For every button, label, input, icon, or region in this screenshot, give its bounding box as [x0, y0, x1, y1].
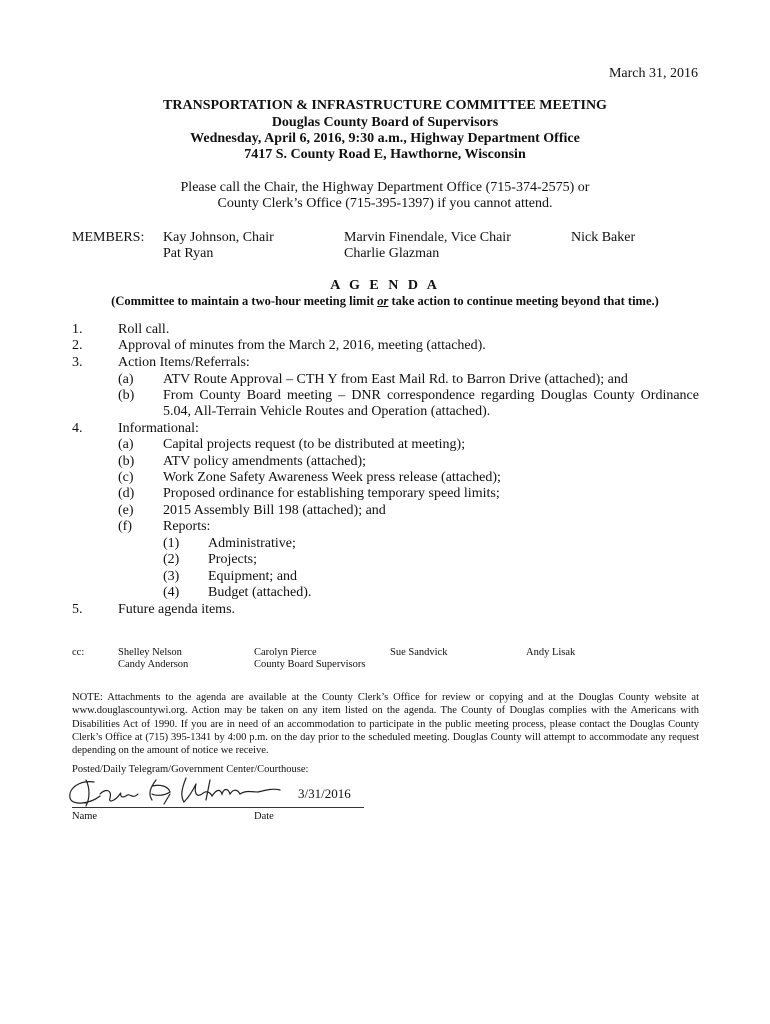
- agenda-item-number: 5.: [72, 602, 83, 617]
- member-name: Pat Ryan: [163, 246, 214, 261]
- agenda-item-number: (f): [118, 519, 132, 534]
- agenda-item-text: Work Zone Safety Awareness Week press release (attached);: [163, 470, 501, 485]
- date-label: Date: [254, 811, 274, 822]
- agenda-subtitle-part: take action to continue meeting beyond that time.): [388, 294, 659, 308]
- document-date: March 31, 2016: [608, 66, 698, 81]
- agenda-item-text: ATV Route Approval – CTH Y from East Mail Rd. to Barron Drive (attached); and: [163, 372, 628, 387]
- agenda-item-number: (1): [163, 536, 180, 551]
- agenda-item-text: Action Items/Referrals:: [118, 355, 250, 370]
- agenda-item-text: Proposed ordinance for establishing temporary speed limits;: [163, 486, 500, 501]
- call-notice-line-1: Please call the Chair, the Highway Department Office (715-374-2575) or: [180, 180, 590, 195]
- agenda-item-number: (a): [118, 437, 134, 452]
- handwritten-signature: [60, 774, 290, 810]
- meeting-title: TRANSPORTATION & INFRASTRUCTURE COMMITTEE MEETING: [163, 98, 607, 113]
- cc-name: Carolyn Pierce: [254, 647, 317, 658]
- agenda-item-text: Approval of minutes from the March 2, 2016, meeting (attached).: [118, 338, 486, 353]
- agenda-item-text: ATV policy amendments (attached);: [163, 454, 367, 469]
- agenda-item-number: 2.: [72, 338, 83, 353]
- agenda-item-text: Future agenda items.: [118, 602, 236, 617]
- agenda-subtitle-part: (Committee to maintain a two-hour meeting limit: [111, 294, 378, 308]
- agenda-subtitle: [0, 294, 770, 309]
- agenda-item-text: Projects;: [208, 552, 257, 567]
- agenda-item-number: (d): [118, 486, 135, 501]
- board-name: Douglas County Board of Supervisors: [271, 115, 499, 130]
- call-notice-line-2: County Clerk’s Office (715-395-1397) if you cannot attend.: [217, 196, 553, 211]
- agenda-item-number: (c): [118, 470, 134, 485]
- agenda-item-text: Administrative;: [208, 536, 296, 551]
- agenda-item-number: (2): [163, 552, 180, 567]
- agenda-item-text: 2015 Assembly Bill 198 (attached); and: [163, 503, 386, 518]
- members-label: MEMBERS:: [72, 230, 145, 245]
- member-name: Charlie Glazman: [344, 246, 440, 261]
- name-label: Name: [72, 811, 98, 822]
- agenda-item-number: (b): [118, 388, 135, 403]
- member-name: Marvin Finendale, Vice Chair: [344, 230, 511, 245]
- meeting-time-place: Wednesday, April 6, 2016, 9:30 a.m., Highway Department Office: [190, 131, 580, 146]
- agenda-item-text: Equipment; and: [208, 569, 298, 584]
- agenda-title: A G E N D A: [330, 278, 440, 293]
- accessibility-note: NOTE: Attachments to the agenda are available at the County Clerk’s Office for review or copying and at the Douglas County website at www.douglascountywi.org. Action may be taken on any item listed on the agenda. The County of Douglas complies with the Americans with Disabilities Act of 1990. If you are in need of an accommodation to participate in the public meeting process, please contact the Douglas County Clerk’s Office at (715) 395-1341 by 4:00 p.m. on the day prior to the scheduled meeting. Douglas County will attempt to accommodate any request depending on the amount of notice we receive.: [72, 692, 699, 757]
- agenda-item-number: 3.: [72, 355, 83, 370]
- agenda-item-number: 4.: [72, 421, 83, 436]
- cc-name: Shelley Nelson: [118, 647, 182, 658]
- agenda-item-text: Informational:: [118, 421, 199, 436]
- member-name: Kay Johnson, Chair: [163, 230, 274, 245]
- agenda-item-number: (a): [118, 372, 134, 387]
- agenda-item-text: Reports:: [163, 519, 211, 534]
- agenda-item-text: From County Board meeting – DNR correspondence regarding Douglas County Ordinance: [163, 388, 699, 403]
- agenda-item-number: (4): [163, 585, 180, 600]
- cc-name: Andy Lisak: [526, 647, 576, 658]
- agenda-item-number: 1.: [72, 322, 83, 337]
- agenda-item-text: Roll call.: [118, 322, 170, 337]
- agenda-item-text: Capital projects request (to be distributed at meeting);: [163, 437, 466, 452]
- agenda-item-number: (e): [118, 503, 134, 518]
- agenda-subtitle-or: or: [377, 294, 389, 308]
- posting-locations: Posted/Daily Telegram/Government Center/Courthouse:: [72, 764, 309, 775]
- meeting-address: 7417 S. County Road E, Hawthorne, Wisconsin: [244, 147, 526, 162]
- cc-label: cc:: [72, 647, 85, 658]
- agenda-item-text: Budget (attached).: [208, 585, 312, 600]
- member-name: Nick Baker: [571, 230, 636, 245]
- cc-name: Sue Sandvick: [390, 647, 448, 658]
- signature-date: 3/31/2016: [298, 786, 351, 801]
- agenda-item-text: 5.04, All-Terrain Vehicle Routes and Operation (attached).: [163, 404, 491, 419]
- agenda-item-number: (b): [118, 454, 135, 469]
- agenda-item-number: (3): [163, 569, 180, 584]
- signature-line: [72, 807, 364, 808]
- cc-name: County Board Supervisors: [254, 659, 366, 670]
- cc-name: Candy Anderson: [118, 659, 189, 670]
